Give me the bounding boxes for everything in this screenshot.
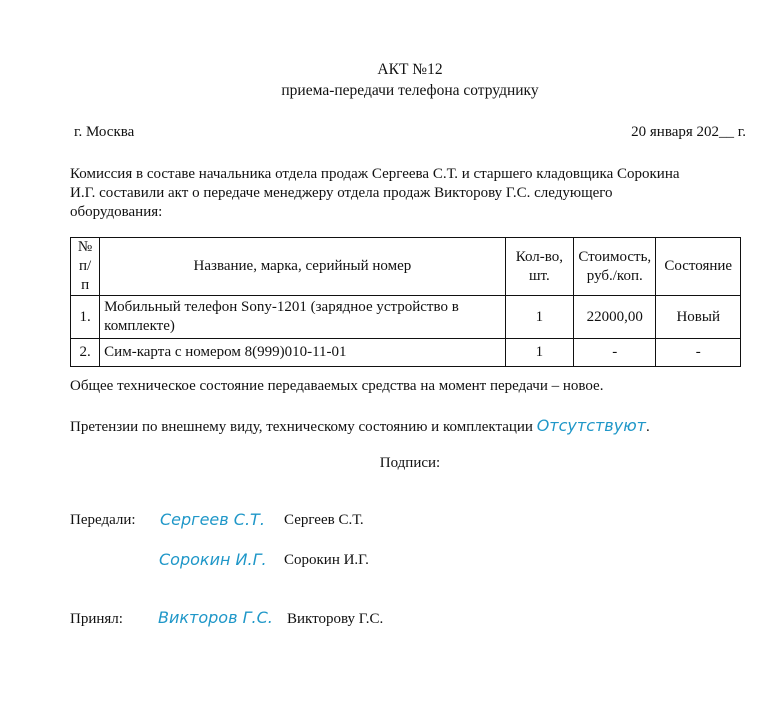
- equipment-table: [70, 237, 741, 367]
- claims-text: Претензии по внешнему виду, техническому состоянию и комплектации: [70, 419, 533, 435]
- signature-printed: Сорокин И.Г.: [284, 552, 369, 568]
- document-subtitle: приема-передачи телефона сотруднику: [281, 82, 539, 99]
- claims-end: .: [646, 419, 650, 435]
- signature-handwritten: Сорокин И.Г.: [159, 550, 267, 569]
- document-title: АКТ №12: [377, 61, 443, 78]
- header-name: Название, марка, серийный номер: [100, 238, 505, 296]
- received-label: Принял:: [70, 611, 123, 627]
- row-name: Сим-карта с номером 8(999)010-11-01: [100, 339, 505, 367]
- intro-paragraph: [70, 165, 750, 222]
- intro-line: И.Г. составили акт о передаче менеджеру отдела продаж Викторову Г.С. следующего: [70, 185, 613, 201]
- row-num: 2.: [71, 339, 100, 367]
- claims-line: [70, 416, 650, 436]
- signature-handwritten: Викторов Г.С.: [158, 608, 273, 627]
- table-row: [71, 296, 741, 339]
- header-num: № п/п: [71, 238, 100, 296]
- signature-printed: Викторову Г.С.: [287, 611, 384, 627]
- general-state-text: Общее техническое состояние передаваемых средства на момент передачи – новое.: [70, 378, 604, 394]
- row-state: -: [656, 339, 741, 367]
- row-cost: -: [574, 339, 656, 367]
- row-state: Новый: [656, 296, 741, 339]
- header-cost: Стоимость, руб./коп.: [574, 238, 656, 296]
- header-qty: Кол-во, шт.: [505, 238, 573, 296]
- signature-printed: Сергеев С.Т.: [284, 512, 364, 528]
- city: г. Москва: [74, 124, 135, 140]
- table-header-row: [71, 238, 741, 296]
- signatures-heading: Подписи:: [379, 455, 441, 471]
- header-state: Состояние: [656, 238, 741, 296]
- claims-value: Отсутствуют: [536, 416, 646, 435]
- signature-handwritten: Сергеев С.Т.: [160, 510, 265, 529]
- document-date: 20 января 202__ г.: [631, 124, 746, 140]
- row-name: Мобильный телефон Sony-1201 (зарядное устройство в комплекте): [100, 296, 505, 339]
- intro-line: оборудования:: [70, 204, 163, 220]
- row-num: 1.: [71, 296, 100, 339]
- row-cost: 22000,00: [574, 296, 656, 339]
- intro-line: Комиссия в составе начальника отдела продаж Сергеева С.Т. и старшего кладовщика Сорокина: [70, 166, 680, 182]
- table-row: [71, 339, 741, 367]
- row-qty: 1: [505, 296, 573, 339]
- row-qty: 1: [505, 339, 573, 367]
- passed-label: Передали:: [70, 512, 136, 528]
